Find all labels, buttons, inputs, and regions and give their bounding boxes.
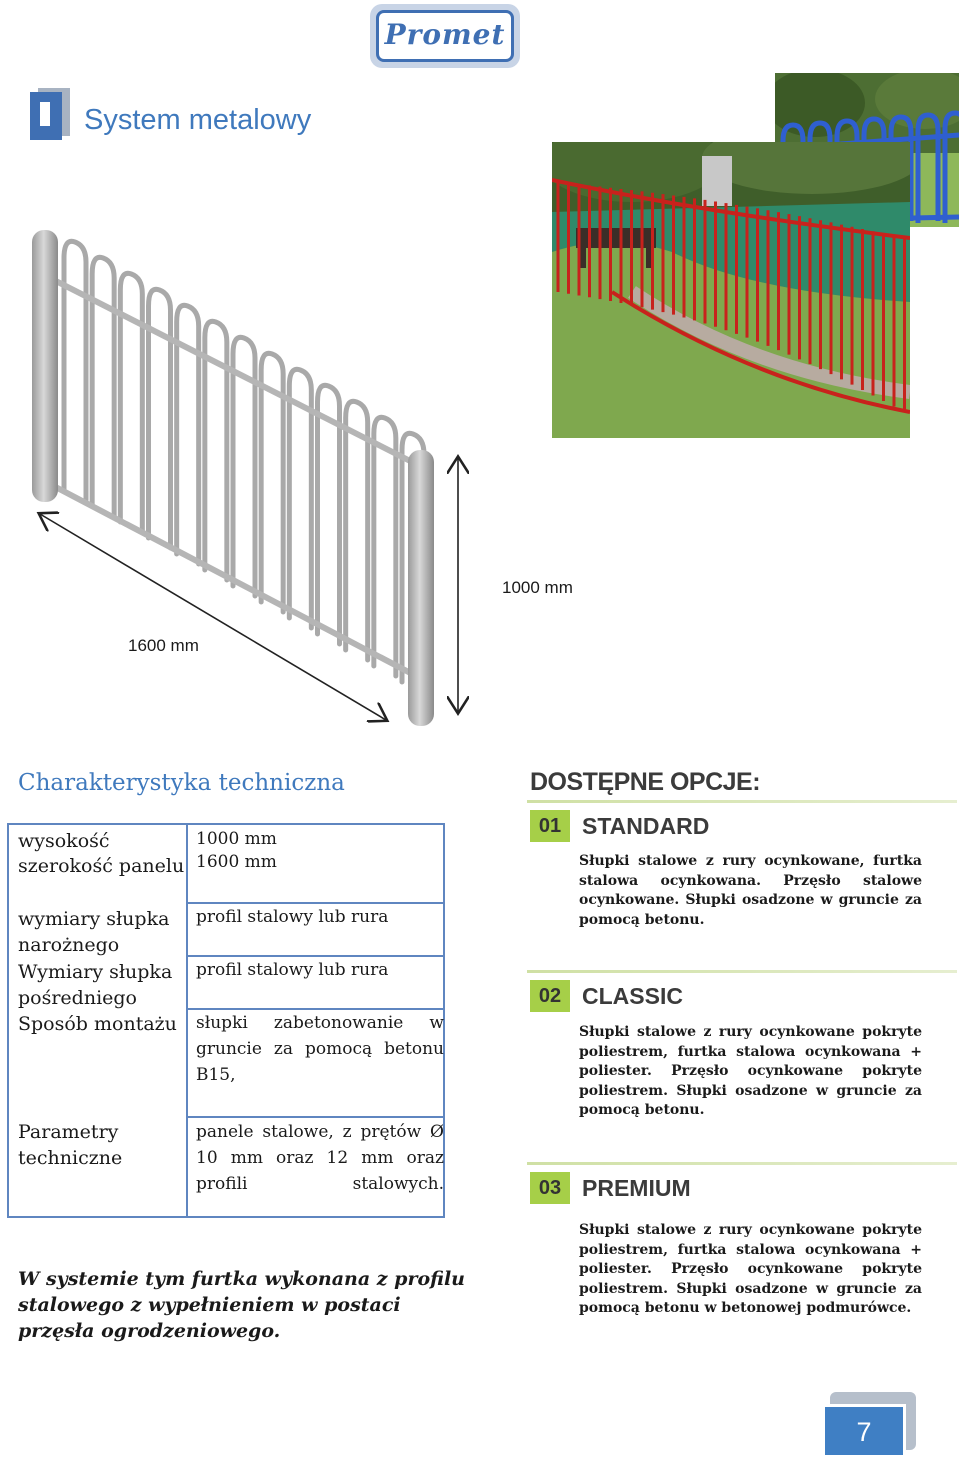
option-premium-description: Słupki stalowe z rury ocynkowane pokryte poliestrem, furtka stalowa ocynkowana + poliester. Przęsło ocynkowane pokryte poliestrem. Słupki osadzone w gruncie za pomocą betonu w betonowej podmurówce. bbox=[579, 1222, 922, 1316]
spec-label-mounting: Sposób montażu bbox=[18, 1013, 177, 1035]
spec-label-parameters: Parametry techniczne bbox=[18, 1121, 123, 1169]
spec-value-parameters: panele stalowe, z prętów Ø 10 mm oraz 12 mm oraz profili stalowych. bbox=[196, 1122, 444, 1194]
promet-logo bbox=[370, 4, 520, 68]
option-name: PREMIUM bbox=[582, 1175, 691, 1201]
option-classic-header bbox=[527, 970, 957, 1014]
width-dimension-label: 1600 mm bbox=[128, 636, 199, 655]
spec-value-width: 1600 mm bbox=[196, 852, 277, 872]
option-name: STANDARD bbox=[582, 813, 710, 839]
page-number-badge bbox=[822, 1392, 918, 1462]
fence-bars bbox=[64, 241, 424, 692]
spec-label-height: wysokość bbox=[18, 830, 110, 852]
fence-drawing bbox=[28, 220, 508, 740]
options-title: DOSTĘPNE OPCJE: bbox=[530, 768, 761, 796]
characteristics-title: Charakterystyka techniczna bbox=[18, 770, 345, 796]
spec-label-width: szerokość panelu bbox=[18, 855, 185, 877]
page-number: 7 bbox=[822, 1404, 906, 1458]
spec-value-mounting: słupki zabetonowanie w gruncie za pomocą betonu B15, bbox=[196, 1013, 444, 1085]
option-name: CLASSIC bbox=[582, 983, 683, 1009]
fence-bar-loop bbox=[92, 257, 114, 516]
fence-bar-loop bbox=[374, 417, 396, 676]
gate-note: W systemie tym furtka wykonana z profilu stalowego z wypełnieniem w postaci przęsła ogrodzeniowego. bbox=[18, 1268, 465, 1342]
option-number: 02 bbox=[530, 980, 570, 1012]
section-title: System metalowy bbox=[84, 104, 312, 136]
spec-value-corner-post: profil stalowy lub rura bbox=[196, 907, 389, 927]
option-classic-description: Słupki stalowe z rury ocynkowane pokryte poliestrem, furtka stalowa ocynkowana + poliester. Przęsło ocynkowane pokryte poliestrem. Słupki osadzone w gruncie za pomocą betonu. bbox=[579, 1024, 922, 1118]
option-number: 01 bbox=[530, 810, 570, 842]
option-standard-description: Słupki stalowe z rury ocynkowane, furtka stalowa ocynkowana. Przęsło stalowe ocynkowane. Słupki osadzone w gruncie za pomocą betonu. bbox=[579, 853, 922, 928]
section-marker-icon bbox=[30, 88, 70, 140]
red-fence-playground-photo bbox=[552, 142, 910, 438]
option-number: 03 bbox=[530, 1172, 570, 1204]
spec-value-height: 1000 mm bbox=[196, 829, 277, 849]
spec-label-intermediate-post: Wymiary słupka pośredniego bbox=[18, 961, 173, 1009]
spec-table bbox=[7, 823, 445, 1218]
height-dimension-label: 1000 mm bbox=[502, 578, 573, 597]
fence-bar-loop bbox=[64, 241, 86, 500]
spec-label-corner-post: wymiary słupka narożnego bbox=[18, 908, 170, 956]
left-post bbox=[32, 230, 58, 502]
option-standard-header bbox=[527, 800, 957, 844]
spec-value-intermediate-post: profil stalowy lub rura bbox=[196, 960, 389, 980]
right-post bbox=[408, 450, 434, 726]
option-premium-header bbox=[527, 1162, 957, 1206]
width-dimension-line bbox=[40, 514, 386, 720]
logo-text: Promet bbox=[384, 18, 506, 51]
